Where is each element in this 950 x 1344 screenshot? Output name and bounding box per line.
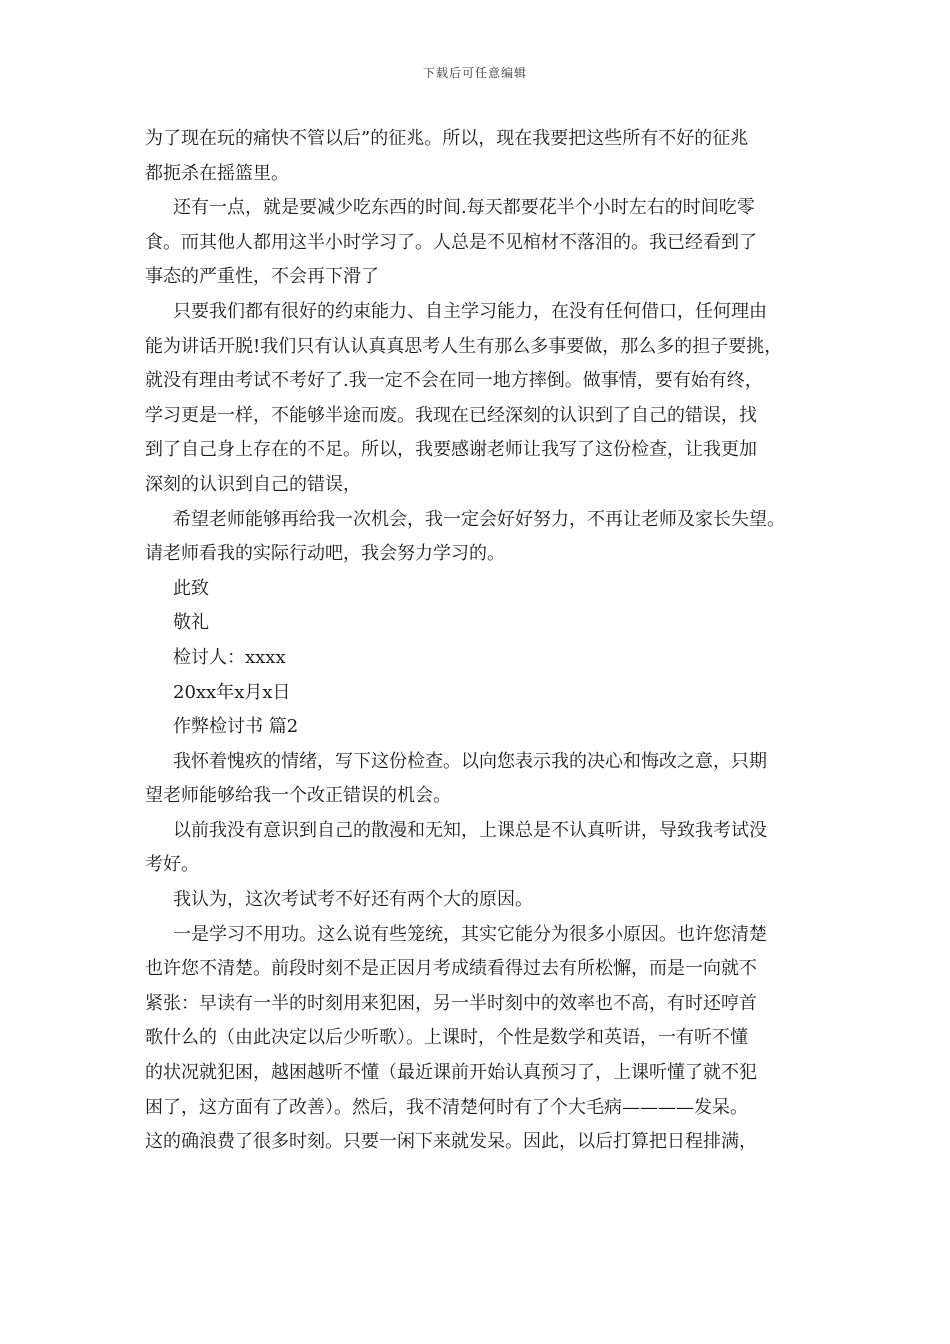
text-line: 能为讲话开脱!我们只有认认真真思考人生有那么多事要做，那么多的担子要挑， [145,335,783,357]
text-line: 都扼杀在摇篮里。 [145,162,289,184]
text-line: 考好。 [145,854,199,876]
text-line: 也许您不清楚。前段时刻不是正因月考成绩看得过去有所松懈，而是一向就不 [145,958,757,980]
text-line: 我怀着愧疚的情绪，写下这份检查。以向您表示我的决心和悔改之意，只期 [173,750,767,772]
text-line: 请老师看我的实际行动吧，我会努力学习的。 [145,543,505,565]
text-line: 就没有理由考试不考好了.我一定不会在同一地方摔倒。做事情，要有始有终， [145,370,763,392]
text-line: 敬礼 [173,612,209,634]
text-line: 为了现在玩的痛快不管以后”的征兆。所以，现在我要把这些所有不好的征兆 [145,128,749,149]
text-line: 紧张：早读有一半的时刻用来犯困，另一半时刻中的效率也不高，有时还哼首 [145,992,757,1014]
text-line: 事态的严重性，不会再下滑了 [145,266,379,288]
document-body [145,122,810,1160]
page-header: 下载后可任意编辑 [422,66,527,80]
text-line: 作弊检讨书 篇2 [173,716,299,738]
text-line: 这的确浪费了很多时刻。只要一闲下来就发呆。因此，以后打算把日程排满， [145,1131,757,1153]
text-line: 只要我们都有很好的约束能力、自主学习能力，在没有任何借口，任何理由 [173,300,767,322]
text-line: 还有一点，就是要减少吃东西的时间.每天都要花半个小时左右的时间吃零 [173,197,755,219]
text-line: 希望老师能够再给我一次机会，我一定会好好努力，不再让老师及家长失望。 [173,508,785,530]
text-line: 一是学习不用功。这么说有些笼统，其实它能分为很多小原因。也许您清楚 [173,923,767,945]
text-line: 深刻的认识到自己的错误， [145,473,361,495]
text-line: 的状况就犯困，越困越听不懂（最近课前开始认真预习了，上课听懂了就不犯 [145,1062,757,1084]
text-line: 我认为，这次考试考不好还有两个大的原因。 [173,889,533,911]
text-line: 望老师能够给我一个改正错误的机会。 [145,785,451,807]
text-line: 歌什么的（由此决定以后少听歌）。上课时，个性是数学和英语，一有听不懂 [145,1027,748,1049]
text-line: 以前我没有意识到自己的散漫和无知，上课总是不认真听讲，导致我考试没 [173,819,767,841]
text-line: 食。而其他人都用这半小时学习了。人总是不见棺材不落泪的。我已经看到了 [145,231,757,253]
text-line: 20xx年x月x日 [173,681,291,703]
text-line: 到了自己身上存在的不足。所以，我要感谢老师让我写了这份检查，让我更加 [145,439,757,461]
text-line: 检讨人：xxxx [173,646,286,668]
text-line: 困了，这方面有了改善）。然后，我不清楚何时有了个大毛病————发呆。 [145,1096,748,1118]
text-line: 此致 [173,577,209,599]
text-line: 学习更是一样，不能够半途而废。我现在已经深刻的认识到了自己的错误，找 [145,404,757,426]
